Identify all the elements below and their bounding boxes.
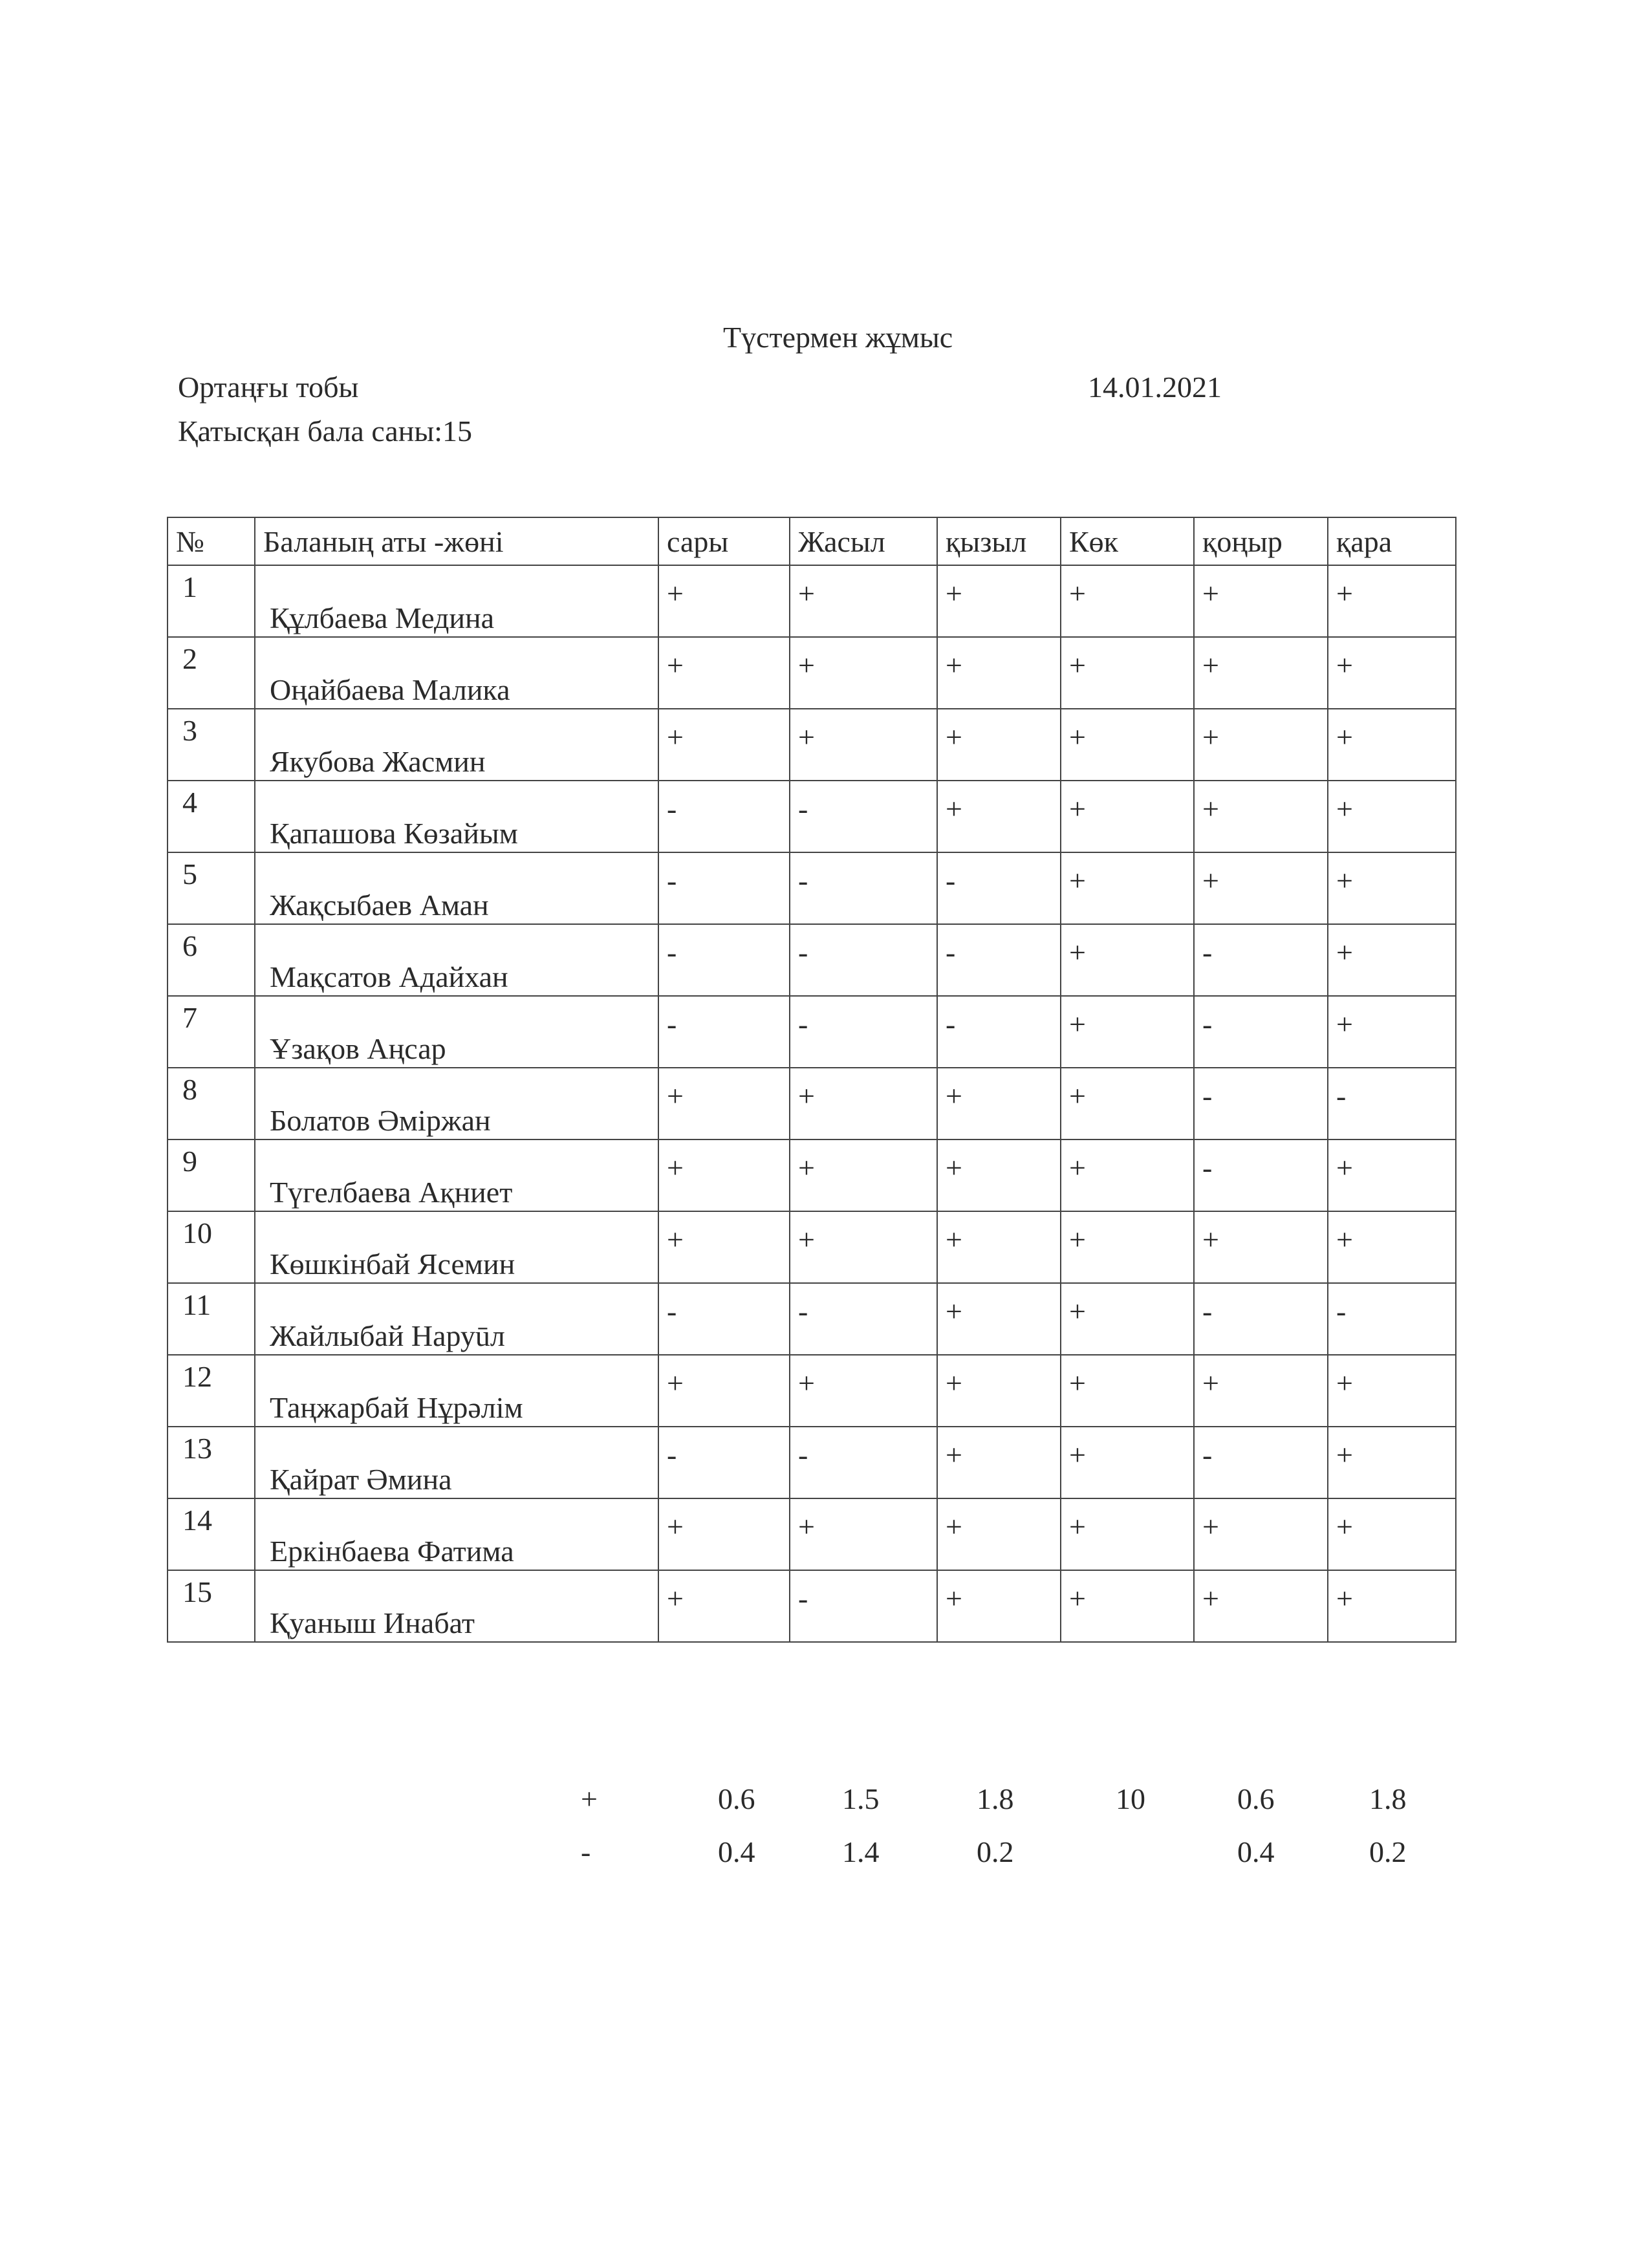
mark-cell [1328,565,1456,637]
table-row [168,852,1456,924]
mark-cell [1061,1427,1194,1498]
mark: + [1336,720,1353,753]
mark: + [1202,1223,1219,1256]
mark-cell [658,565,790,637]
mark-cell [1194,1355,1328,1427]
header-black: қара [1328,517,1456,565]
mark: + [667,720,684,753]
row-number: 14 [182,1504,212,1537]
row-number-cell [168,852,255,924]
mark: + [946,720,962,753]
child-name: Мақсатов Адайхан [270,960,508,993]
mark-cell [1061,924,1194,996]
mark-cell [937,1211,1061,1283]
mark: + [1069,1151,1086,1184]
mark: + [1336,1510,1353,1543]
mark-cell [1328,852,1456,924]
table-row [168,1427,1456,1498]
child-name-cell [255,996,658,1068]
mark: + [1069,936,1086,969]
row-number-cell [168,709,255,781]
mark-cell [937,709,1061,781]
child-name: Оңайбаева Малика [270,673,510,706]
document-title: Түстермен жұмыс [723,321,953,354]
header-blue: Көк [1061,517,1194,565]
mark-cell [1061,996,1194,1068]
mark-cell [790,852,937,924]
mark: + [667,1510,684,1543]
mark: - [798,1582,808,1615]
table-row [168,637,1456,709]
mark: + [1069,720,1086,753]
child-name-cell [255,852,658,924]
header-number: № [168,517,255,565]
mark-cell [658,709,790,781]
mark: + [1336,936,1353,969]
mark: + [1069,1223,1086,1256]
mark-cell [1061,637,1194,709]
mark: + [946,1366,962,1399]
mark: + [1336,1582,1353,1615]
mark: - [667,1295,677,1328]
mark-cell [790,996,937,1068]
table-row [168,924,1456,996]
mark: - [946,936,956,969]
mark: - [667,864,677,897]
mark-cell [790,924,937,996]
mark: - [946,1008,956,1041]
mark-cell [658,637,790,709]
mark: + [1069,1366,1086,1399]
mark-cell [1194,781,1328,852]
row-number-cell [168,1355,255,1427]
mark-cell [1061,565,1194,637]
mark: + [1336,649,1353,682]
row-number: 6 [182,929,197,962]
summary-minus-sign: - [581,1835,591,1868]
mark: + [1336,792,1353,825]
mark-cell [790,1211,937,1283]
child-name: Қайрат Әмина [270,1463,452,1496]
header-green: Жасыл [790,517,937,565]
mark-cell [790,637,937,709]
mark-cell [937,781,1061,852]
mark: + [946,1582,962,1615]
table-row [168,1068,1456,1139]
mark-cell [1061,852,1194,924]
mark-cell [790,1139,937,1211]
mark: - [667,792,677,825]
mark: + [1202,577,1219,610]
mark-cell [1194,637,1328,709]
mark: + [1069,1582,1086,1615]
child-name-cell [255,1355,658,1427]
mark-cell [658,1139,790,1211]
mark-cell [1328,1427,1456,1498]
summary-minus-value: 0.4 [1237,1835,1275,1868]
mark: - [946,864,956,897]
mark-cell [1328,1355,1456,1427]
table-row [168,1283,1456,1355]
mark: - [1202,1295,1213,1328]
mark-cell [1194,996,1328,1068]
child-name: Болатов Әміржан [270,1104,491,1137]
row-number-cell [168,924,255,996]
mark: + [667,1151,684,1184]
child-name: Жайлыбай Наруūл [270,1319,505,1352]
mark-cell [1061,1211,1194,1283]
summary-minus-value: 0.2 [977,1835,1014,1868]
mark: + [667,1366,684,1399]
summary-plus-value: 1.8 [1369,1782,1407,1815]
mark: + [1202,864,1219,897]
row-number: 7 [182,1001,197,1034]
mark: - [798,936,808,969]
mark-cell [658,1211,790,1283]
mark: + [667,1223,684,1256]
mark: + [798,1510,815,1543]
mark: - [1202,1151,1213,1184]
mark: - [798,1295,808,1328]
mark-cell [658,1427,790,1498]
summary-minus-value: 1.4 [842,1835,880,1868]
mark-cell [1194,924,1328,996]
mark-cell [1061,1283,1194,1355]
mark-cell [1061,781,1194,852]
mark-cell [790,1570,937,1642]
mark-cell [1194,1211,1328,1283]
mark-cell [790,1427,937,1498]
document-date: 14.01.2021 [1088,371,1222,404]
child-name-cell [255,1283,658,1355]
attendance-count: Қатысқан бала саны:15 [178,415,473,448]
mark-cell [937,996,1061,1068]
mark-cell [937,1355,1061,1427]
summary-plus-value: 1.8 [977,1782,1014,1815]
mark-cell [1328,1498,1456,1570]
mark: + [946,1079,962,1112]
row-number-cell [168,1427,255,1498]
mark: + [946,792,962,825]
mark: + [798,649,815,682]
mark-cell [1328,781,1456,852]
child-name-cell [255,565,658,637]
mark-cell [790,781,937,852]
mark: + [798,1151,815,1184]
mark-cell [937,1283,1061,1355]
mark-cell [1194,565,1328,637]
mark-cell [790,1355,937,1427]
header-red: қызыл [937,517,1061,565]
mark-cell [937,924,1061,996]
mark-cell [1061,1139,1194,1211]
table-header-row [168,517,1456,565]
row-number-cell [168,996,255,1068]
table-row [168,565,1456,637]
table-row [168,996,1456,1068]
mark-cell [937,852,1061,924]
mark: - [1202,936,1213,969]
child-name-cell [255,1570,658,1642]
mark: - [798,1008,808,1041]
mark-cell [658,1355,790,1427]
mark: + [1336,1151,1353,1184]
table-row [168,709,1456,781]
mark-cell [937,1068,1061,1139]
mark-cell [1194,1283,1328,1355]
mark-cell [1194,709,1328,781]
mark: + [798,1366,815,1399]
mark: + [946,1223,962,1256]
mark-cell [937,1427,1061,1498]
mark-cell [658,1068,790,1139]
child-name-cell [255,1068,658,1139]
mark: + [946,649,962,682]
child-name: Таңжарбай Нұрәлім [270,1391,523,1424]
mark: - [798,1438,808,1471]
child-name-cell [255,781,658,852]
mark: + [667,577,684,610]
mark: - [1202,1008,1213,1041]
row-number-cell [168,565,255,637]
mark-cell [658,781,790,852]
table-row [168,1139,1456,1211]
row-number: 11 [182,1288,211,1321]
table-row [168,1355,1456,1427]
mark: + [1336,1366,1353,1399]
mark-cell [1328,1570,1456,1642]
child-name: Құлбаева Медина [270,601,495,634]
mark-cell [1194,852,1328,924]
mark-cell [658,1498,790,1570]
row-number: 13 [182,1432,212,1465]
summary-plus-value: 0.6 [1237,1782,1275,1815]
mark: + [1069,792,1086,825]
summary-minus-value: 0.2 [1369,1835,1407,1868]
header-brown: қоңыр [1194,517,1328,565]
mark: + [1069,1295,1086,1328]
mark-cell [658,852,790,924]
mark-cell [1061,709,1194,781]
mark: - [1202,1438,1213,1471]
mark: + [1202,1582,1219,1615]
mark: + [1336,1223,1353,1256]
mark-cell [1061,1355,1194,1427]
summary-plus-value: 1.5 [842,1782,880,1815]
row-number-cell [168,1570,255,1642]
table-row [168,1498,1456,1570]
table-row [168,781,1456,852]
row-number: 15 [182,1575,212,1608]
row-number: 3 [182,714,197,747]
mark: + [798,720,815,753]
child-name: Якубова Жасмин [270,745,486,778]
group-name: Ортаңғы тобы [178,371,359,404]
child-name-cell [255,1139,658,1211]
header-child-name: Баланың аты -жөні [255,517,658,565]
row-number-cell [168,781,255,852]
mark: + [1336,1438,1353,1471]
row-number: 8 [182,1073,197,1106]
mark-cell [1194,1427,1328,1498]
row-number: 2 [182,642,197,675]
mark: + [946,1151,962,1184]
child-name-cell [255,1427,658,1498]
mark: + [1069,1438,1086,1471]
mark: + [1202,1366,1219,1399]
summary-minus-value: 0.4 [718,1835,755,1868]
mark-cell [1328,1068,1456,1139]
mark: + [1202,720,1219,753]
mark: + [946,1510,962,1543]
row-number-cell [168,1283,255,1355]
child-name-cell [255,1498,658,1570]
mark-cell [658,924,790,996]
mark-cell [937,565,1061,637]
row-number: 4 [182,786,197,819]
mark: + [667,1079,684,1112]
mark-cell [1194,1498,1328,1570]
color-results-table [167,517,1456,1643]
mark: + [946,1295,962,1328]
table-row [168,1211,1456,1283]
mark-cell [1061,1068,1194,1139]
child-name-cell [255,924,658,996]
mark: + [946,577,962,610]
child-name: Көшкінбай Ясемин [270,1247,515,1280]
mark-cell [790,709,937,781]
mark: - [1336,1295,1347,1328]
mark-cell [658,996,790,1068]
mark: + [798,1079,815,1112]
mark-cell [1328,1139,1456,1211]
child-name: Еркінбаева Фатима [270,1535,514,1568]
mark-cell [1328,637,1456,709]
mark: + [1069,1510,1086,1543]
mark: - [1202,1079,1213,1112]
mark: + [798,1223,815,1256]
mark: - [667,1008,677,1041]
mark-cell [658,1570,790,1642]
mark-cell [937,1498,1061,1570]
child-name: Ұзақов Аңсар [270,1032,446,1065]
row-number-cell [168,1498,255,1570]
mark-cell [1194,1570,1328,1642]
child-name: Түгелбаева Ақниет [270,1176,513,1209]
child-name-cell [255,709,658,781]
row-number: 9 [182,1145,197,1178]
child-name-cell [255,1211,658,1283]
mark-cell [937,1570,1061,1642]
mark: + [1069,864,1086,897]
mark: + [667,1582,684,1615]
row-number: 5 [182,858,197,891]
child-name: Қапашова Көзайым [270,817,518,850]
row-number-cell [168,1068,255,1139]
child-name: Жақсыбаев Аман [270,889,489,922]
mark-cell [790,565,937,637]
mark: + [1069,1079,1086,1112]
mark: + [1069,577,1086,610]
summary-plus-sign: + [581,1782,598,1815]
row-number-cell [168,1139,255,1211]
summary-plus-value: 0.6 [718,1782,755,1815]
summary-plus-value: 10 [1116,1782,1145,1815]
row-number: 10 [182,1216,212,1249]
mark: + [1202,649,1219,682]
row-number: 12 [182,1360,212,1393]
mark: + [1336,577,1353,610]
mark: - [1336,1079,1347,1112]
mark: + [1336,864,1353,897]
header-yellow: сары [658,517,790,565]
mark: - [798,864,808,897]
mark-cell [790,1068,937,1139]
row-number: 1 [182,570,197,603]
table-row [168,1570,1456,1642]
mark-cell [1061,1498,1194,1570]
mark: - [798,792,808,825]
mark-cell [1328,709,1456,781]
mark: + [1202,1510,1219,1543]
mark-cell [658,1283,790,1355]
mark-cell [937,637,1061,709]
mark: + [798,577,815,610]
mark-cell [937,1139,1061,1211]
mark: + [667,649,684,682]
mark: + [946,1438,962,1471]
row-number-cell [168,1211,255,1283]
child-name: Қуаныш Инабат [270,1606,475,1639]
mark-cell [1328,1283,1456,1355]
mark-cell [790,1498,937,1570]
row-number-cell [168,637,255,709]
mark-cell [790,1283,937,1355]
mark: - [667,1438,677,1471]
mark: + [1069,649,1086,682]
mark-cell [1194,1068,1328,1139]
mark-cell [1328,1211,1456,1283]
mark-cell [1328,996,1456,1068]
mark: + [1202,792,1219,825]
mark: + [1336,1008,1353,1041]
mark-cell [1328,924,1456,996]
mark-cell [1194,1139,1328,1211]
mark: - [667,936,677,969]
mark-cell [1061,1570,1194,1642]
child-name-cell [255,637,658,709]
mark: + [1069,1008,1086,1041]
